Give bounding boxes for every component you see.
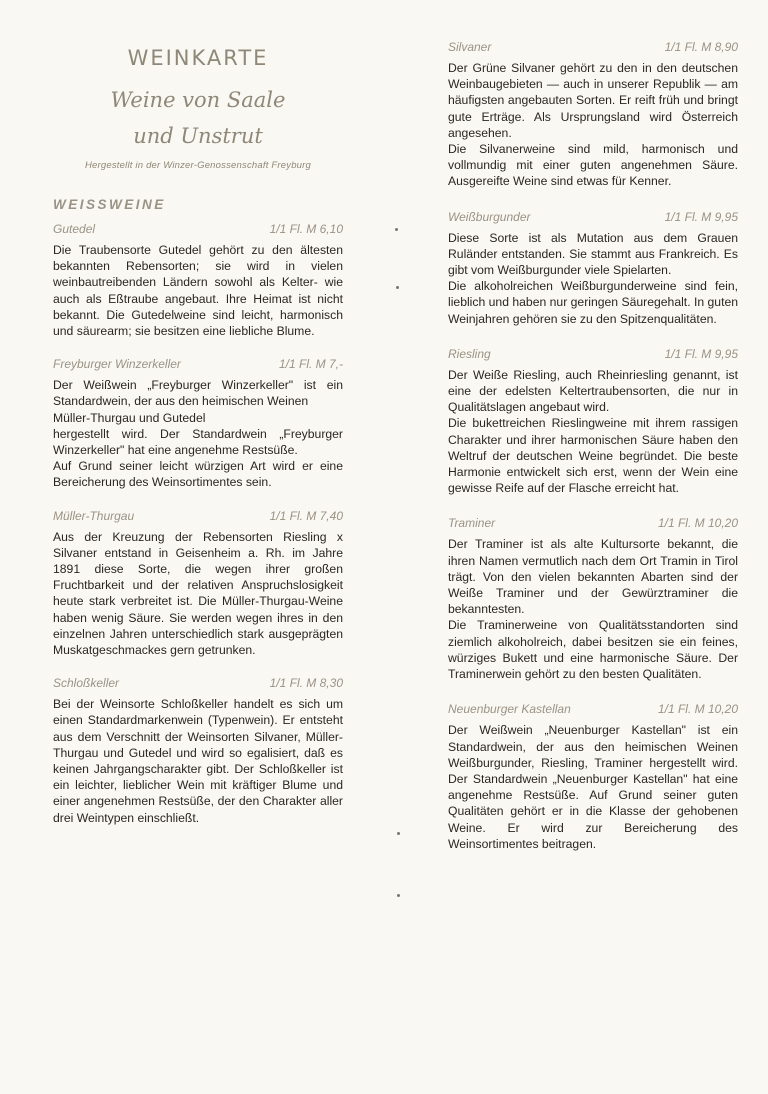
wine-entry-riesling — [448, 347, 738, 497]
wine-header — [53, 357, 343, 371]
wine-header — [53, 509, 343, 523]
wine-name: Neuenburger Kastellan — [448, 702, 571, 717]
paper-speck — [397, 894, 400, 897]
wine-description: Bei der Weinsorte Schloßkeller handelt es sich um einen Standardmarkenwein (Typenwein). Er entsteht aus dem Verschnitt der Weinsorten Silvaner, Müller-Thurgau und Gutedel und wird so egalisiert, daß es keinen Jahrgangscharakter gibt. Der Schloßkeller ist ein leichter, lieblicher Wein mit kräftiger Blume und einer angenehmen Restsüße, der den Charakter aller drei Weintypen einschließt. — [53, 697, 343, 825]
wine-description: Diese Sorte ist als Mutation aus dem Grauen Ruländer entstanden. Sie stammt aus Frankreich. Es gibt vom Weißburgunder viele Spielarten. Die alkoholreichen Weißburgunderweine sind fein, lieblich und haben nur geringen Säuregehalt. In guten Weinjahren gehören sie zu den Spitzenqualitäten. — [448, 230, 739, 326]
wine-header — [448, 702, 738, 716]
right-column — [448, 40, 738, 872]
wine-price: 1/1 Fl. M 8,90 — [664, 40, 738, 54]
wine-entry-freyburger-winzerkeller — [53, 357, 343, 490]
wine-name: Weißburgunder — [448, 209, 531, 224]
wine-name: Riesling — [448, 346, 491, 361]
wine-entry-silvaner — [448, 40, 738, 190]
wine-price: 1/1 Fl. M 7,40 — [269, 508, 343, 523]
wine-price: 1/1 Fl. M 6,10 — [269, 222, 343, 236]
wine-entry-gutedel — [53, 222, 343, 339]
wine-name: Gutedel — [53, 222, 96, 236]
wine-header — [448, 516, 738, 530]
wine-description: Der Grüne Silvaner gehört zu den in den deutschen Weinbaugebieten — auch in unserer Republik — am häufigsten angebauten Sorten. Er reift früh und bringt gute Erträge. Als Ursprungsland wird Österreich angesehen. Die Silvanerweine sind mild, harmonisch und vollmundig mit einer guten angenehmen Säure. Ausgereifte Weine sind etwas für Kenner. — [448, 61, 738, 189]
wine-entry-traminer — [448, 516, 738, 682]
paper-speck — [397, 832, 400, 835]
wine-price: 1/1 Fl. M 9,95 — [664, 209, 738, 224]
wine-price: 1/1 Fl. M 8,30 — [269, 676, 343, 691]
wine-name: Silvaner — [448, 40, 492, 54]
paper-speck — [396, 286, 399, 289]
script-heading — [53, 82, 343, 154]
wine-header — [448, 40, 738, 54]
wine-header — [53, 676, 343, 690]
wine-name: Müller-Thurgau — [53, 508, 135, 523]
wine-entry-neuenburger-kastellan — [448, 702, 738, 852]
wine-description: Der Weiße Riesling, auch Rheinriesling genannt, ist eine der edelsten Keltertraubensorten, die nur in Qualitätslagen angebaut wird. Die bukettreichen Rieslingweine mit ihrem rassigen Charakter und ihrer harmonischen Säure haben den Weltruf der deutschen Weine begründet. Die beste Harmonie entwickelt sich erst, wenn der Wein eine gewisse Reife auf der Flasche erreicht hat. — [448, 367, 738, 496]
wine-header — [448, 210, 738, 224]
wine-description: Der Weißwein „Neuenburger Kastellan" ist ein Standardwein, der aus den heimischen Weinen Weißburgunder, Riesling, Traminer hergestellt wird. Der Standardwein „Neuenburger Kastellan" hat eine angenehme Restsüße. Auf Grund seiner guten Qualitäten gehört er in die Klasse der gehobenen Weine. Er wird zur Bereicherung des Weinsortimentes beitragen. — [448, 723, 738, 851]
wine-price: 1/1 Fl. M 10,20 — [657, 516, 738, 531]
wine-entry-mueller-thurgau — [53, 509, 343, 659]
wine-description: Der Traminer ist als alte Kultursorte bekannt, die ihren Namen vermutlich nach dem Ort Tramin in Tirol trägt. Von den vielen bekannten Abarten sind der Weiße Traminer und der Gewürztraminer die bekanntesten. Die Traminerweine von Qualitätsstandorten sind ziemlich alkoholreich, dabei besitzen sie ein feines, würziges Bukett und eine harmonische Säure. Der Traminerwein gehört zu den besten Qualitäten. — [448, 537, 738, 682]
wine-price: 1/1 Fl. M 9,95 — [664, 346, 738, 361]
wine-name: Traminer — [448, 516, 496, 531]
wine-name: Freyburger Winzerkeller — [53, 357, 181, 372]
left-column — [53, 40, 343, 844]
wine-entry-weissburgunder — [448, 210, 738, 327]
wine-price: 1/1 Fl. M 7,- — [278, 357, 343, 372]
wine-description: Der Weißwein „Freyburger Winzerkeller" ist ein Standardwein, der aus den heimischen Weinen Müller-Thurgau und Gutedel hergestellt wird. Der Standardwein „Freyburger Winzerkeller" hat eine angenehme Restsüße. Auf Grund seiner leicht würzigen Art wird er eine Bereicherung des Weinsortimentes sein. — [53, 378, 343, 490]
subtitle: Hergestellt in der Winzer-Genossenschaft Freyburg — [84, 160, 312, 171]
script-line-1: Weine von Saale — [110, 88, 286, 112]
paper-speck — [395, 228, 398, 231]
page-title: WEINKARTE — [127, 46, 269, 70]
wine-header — [448, 347, 738, 361]
wine-header — [53, 222, 343, 236]
wine-name: Schloßkeller — [53, 676, 120, 691]
wine-entry-schlosskeller — [53, 676, 343, 826]
wine-price: 1/1 Fl. M 10,20 — [657, 702, 738, 717]
wine-description: Aus der Kreuzung der Rebensorten Riesling x Silvaner entstand in Geisenheim a. Rh. im Jahre 1891 diese Sorte, die wegen ihrer großen Fruchtbarkeit und der relativen Anspruchslosigkeit heute stark verbreitet ist. Die Müller-Thurgau-Weine haben wenig Säure. Sie werden wegen ihres in den einzelnen Jahren unterschiedlich stark ausgeprägten Muskatgeschmackes gern getrunken. — [53, 529, 343, 658]
wine-description: Die Traubensorte Gutedel gehört zu den ältesten bekannten Rebensorten; sie wird in vielen weinbautreibenden Ländern sowohl als Kelter- wie auch als Eßtraube angebaut. Ihre Heimat ist nicht bekannt. Die Gutedelweine sind leicht, harmonisch und säurearm; sie besitzen eine liebliche Blume. — [53, 243, 343, 339]
script-line-2: und Unstrut — [133, 124, 263, 148]
section-title: WEISSWEINE — [53, 197, 166, 212]
